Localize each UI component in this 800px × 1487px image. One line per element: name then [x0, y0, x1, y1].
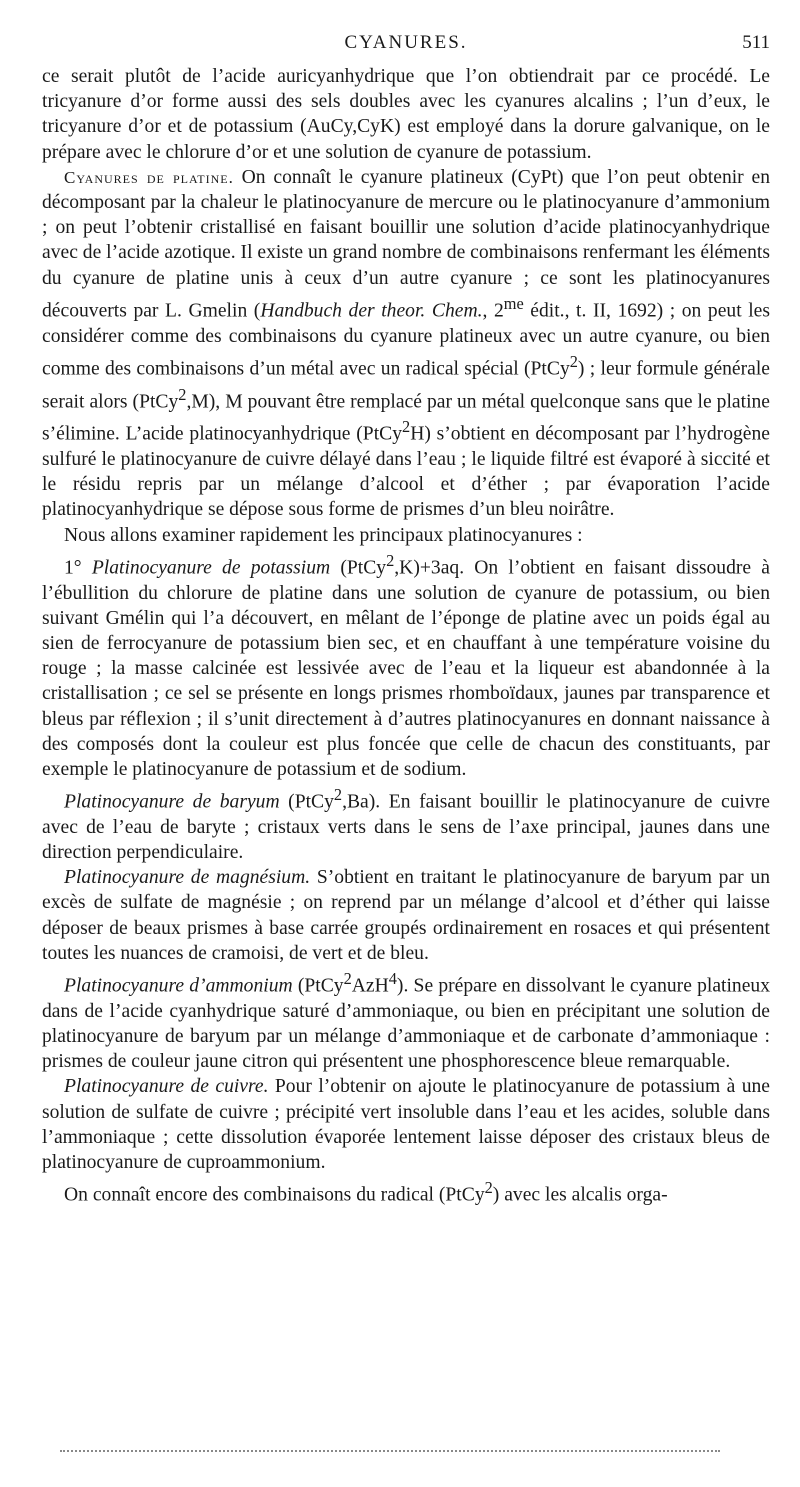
compound-name: Platinocyanure de baryum — [64, 791, 280, 813]
paragraph-platinum-cyanides: Cyanures de platine. On connaît le cyanure platineux (CyPt) que l’on peut obtenir en décomposant par la chaleur le platinocyanure de mercure ou le platinocyanure d’ammonium ; on peut l’obtenir cristallisé en faisant bouillir une solution d’acide platinocyanhydrique avec de l’acide azotique. Il existe un grand nombre de combinaisons renfermant les éléments du cyanure de platine unis à ceux d’un autre cyanure ; ce sont les platinocyanures découverts par L. Gmelin (Handbuch der theor. Chem., $2^{me}$ édit., t. II, 1692) ; on peut les considérer comme des combinaisons du cyanure platineux avec un autre cyanure, ou bien comme des combinaisons d’un métal avec un radical spécial (PtCy$^2$) ; leur formule générale serait alors (PtCy$^2$,M), M pouvant être remplacé par un métal quelconque sans que le platine s’élimine. L’acide platinocyanhydrique (PtCy$^2$H) s’obtient en décomposant par l’hydrogène sulfuré le platinocyanure de cuivre délayé dans l’eau ; le liquide filtré est évaporé à siccité et le résidu repris par un mélange d’alcool et d’éther ; par évaporation l’acide platinocyanhydrique se dépose sous forme de prismes d’un bleu noirâtre. — [42, 166, 771, 521]
page-header — [42, 28, 770, 58]
paragraph-alkaloids: On connaît encore des combinaisons du radical (PtCy$^2$) avec les alcalis orga- — [64, 1178, 668, 1206]
compound-name: Platinocyanure de potassium — [91, 557, 331, 579]
compound-name: Platinocyanure d’ammonium — [64, 975, 293, 997]
reference-title: Handbuch der theor. Chem. — [260, 300, 483, 322]
paragraph-intro-list: Nous allons examiner rapidement les principaux platinocyanures : — [64, 524, 583, 546]
running-title: CYANURES. — [344, 32, 468, 53]
paragraph-potassium: 1° Platinocyanure de potassium (PtCy$^2$,K)+3aq. On l’obtient en faisant dissoudre à l’ébullition du chlorure de platine dans une solution de cyanure de potassium, ou bien suivant Gmélin qui l’a découvert, en mêlant de l’éponge de platine avec un poids égal au sien de ferrocyanure de potassium bien sec, et en chauffant à une température voisine du rouge ; la masse calcinée est lessivée avec de l’eau et la liqueur est abandonnée à la cristallisation ; ce sel se présente en longs prismes rhomboïdaux, jaunes par transparence et bleus par réflexion ; il s’unit directement à d’autres platinocyanures en donnant naissance à des composés dont la couleur est plus foncée que celle de chacun des constituants, par exemple le platinocyanure de potassium et de sodium. — [42, 550, 770, 780]
compound-name: Platinocyanure de magnésium. — [64, 867, 311, 889]
compound-name: Platinocyanure de cuivre. — [64, 1076, 269, 1098]
document-page — [42, 28, 770, 1208]
page-number: 511 — [742, 32, 770, 53]
paragraph-magnesium: Platinocyanure de magnésium. S’obtient en traitant le platinocyanure de baryum par un excès de sulfate de magnésie ; on reprend par un mélange d’alcool et d’éther qui laisse déposer de beaux prismes à base carrée groupés ordinairement en rosaces et qui présentent toutes les nuances de cramoisi, de vert et de bleu. — [42, 867, 770, 964]
paragraph-gold-tricyanide: ce serait plutôt de l’acide auricyanhydrique que l’on obtiendrait par ce procédé. Le tricyanure d’or forme aussi des sels doubles avec les cyanures alcalins ; l’un d’eux, le tricyanure d’or et de potassium (AuCy,CyK) est employé dans la dorure galvanique, on le prépare avec le chlorure d’or et une solution de cyanure de potassium. — [42, 66, 770, 163]
paragraph-ammonium: Platinocyanure d’ammonium (PtCy$^2$AzH$^4$). Se prépare en dissolvant le cyanure platineux dans de l’acide cyanhydrique saturé d’ammoniaque, ou bien en précipitant une solution de platinocyanure de baryum par un mélange d’ammoniaque et de carbonate d’ammoniaque : prismes de couleur jaune citron qui présentent une phosphorescence bleue remarquable. — [42, 969, 770, 1073]
paragraph-baryum: Platinocyanure de baryum (PtCy$^2$,Ba). En faisant bouillir le platinocyanure de cuivre avec de l’eau de baryte ; cristaux verts dans le sens de l’axe principal, jaunes dans une direction perpendiculaire. — [42, 785, 770, 864]
paragraph-copper: Platinocyanure de cuivre. Pour l’obtenir on ajoute le platinocyanure de potassium à une solution de sulfate de cuivre ; précipité vert insoluble dans l’eau et les acides, soluble dans l’ammoniaque ; cette dissolution évaporée lentement laisse déposer des cristaux bleus de platinocyanure de cuproammonium. — [42, 1076, 770, 1174]
section-heading: Cyanures de platine. — [64, 167, 234, 187]
footer-dotted-rule — [60, 1450, 720, 1452]
